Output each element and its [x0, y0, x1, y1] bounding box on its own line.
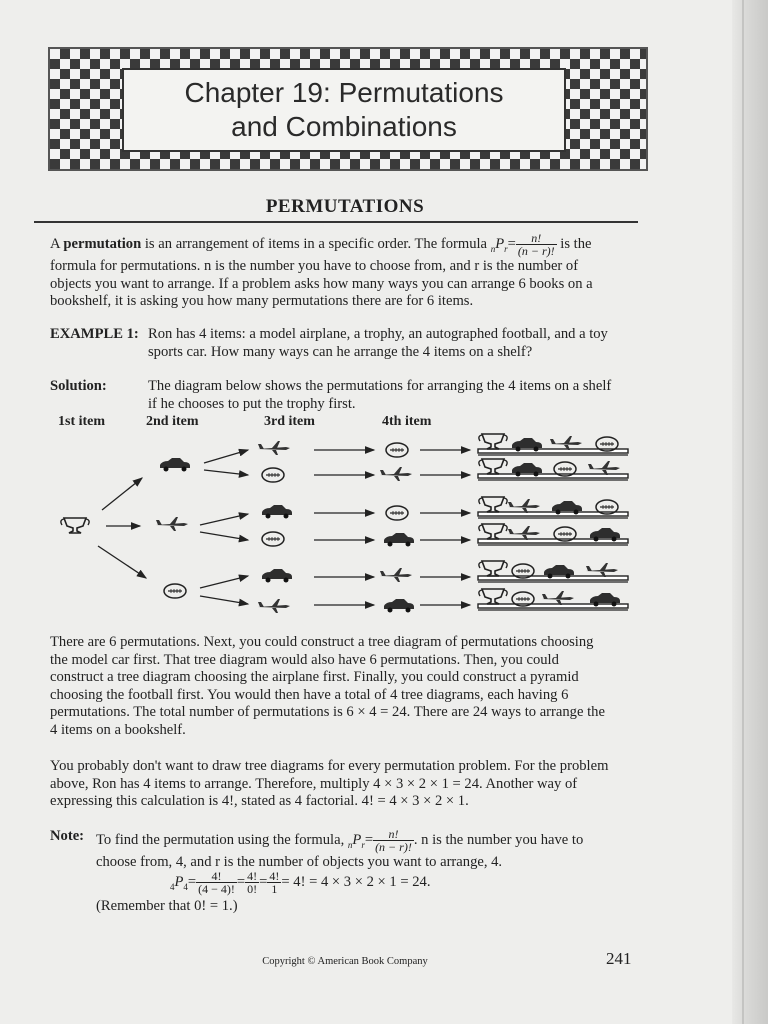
column-label-1: 1st item [58, 414, 106, 429]
page-edge [732, 0, 768, 1024]
football-icon [164, 584, 186, 598]
permutation-tree-diagram [58, 430, 638, 615]
plane-icon [380, 568, 412, 582]
car-icon [160, 458, 190, 472]
example-label: EXAMPLE 1: [50, 326, 139, 342]
football-icon [262, 468, 284, 482]
body-paragraph-2: You probably don't want to draw tree diagrams for every permutation problem. For the problem above, Ron has 4 items to arrange. Therefore, multiply 4 × 3 × 2 × 1 = 24. Another way of expressing this calculation is 4!, stated as 4 factorial. 4! = 4 × 3 × 2 × 1. [50, 758, 609, 809]
chapter-title-line2: and Combinations [231, 111, 457, 142]
body-paragraph-1: There are 6 permutations. Next, you could construct a tree diagram of permutations choosing the model car first. That tree diagram would also have 6 permutations. Then, you could construct a tree diagram choosing the airplane first. Finally, you could construct a pyramid choosing the football first. You would then have a total of 4 tree diagrams, each having 6 permutations. The total number of permutations is 6 × 4 = 24. There are 24 ways to arrange the 4 items on a bookshelf. [50, 634, 605, 738]
note-label: Note: [50, 828, 85, 844]
car-icon [262, 569, 292, 583]
shelf-arrangement-3 [478, 497, 628, 518]
trophy-icon [61, 518, 89, 533]
intro-line1: A permutation is an arrangement of items in a specific order. The formula $_nP_r=$ $\frac{n!}{(n - r)!}$ is the [50, 231, 592, 258]
intro-paragraph [50, 232, 640, 311]
solution-label: Solution: [50, 378, 107, 394]
intro-line2: formula for permutations. n is the number you have to choose from, and r is the number of [50, 258, 579, 275]
note-line2: choose from, 4, and r is the number of objects you want to arrange, 4. [96, 854, 503, 871]
shelf-arrangement-5 [478, 561, 628, 582]
football-icon [386, 443, 408, 457]
page-number: 241 [606, 949, 632, 968]
example-line1: Ron has 4 items: a model airplane, a trophy, an autographed football, and a toy [148, 326, 608, 342]
section-title: PERMUTATIONS [265, 196, 425, 217]
copyright-footer: Copyright © American Book Company [262, 956, 428, 967]
formula-permutation: $_nP_r=$ $\frac{n!}{(n - r)!}$ [490, 231, 555, 258]
plane-icon [380, 467, 412, 481]
term-permutation: permutation [63, 235, 142, 252]
example-line2: sports car. How many ways can he arrange the 4 items on a shelf? [148, 343, 533, 360]
car-icon [384, 599, 414, 613]
column-label-2: 2nd item [146, 414, 199, 429]
car-icon [262, 505, 292, 519]
shelf-arrangement-6 [478, 589, 628, 610]
football-icon [262, 532, 284, 546]
car-icon [384, 533, 414, 547]
note-line1: To find the permutation using the formula, $_nP_r=$ $\frac{n!}{(n - r)!}$ . n is the number you have to [96, 827, 584, 854]
shelf-arrangement-2 [478, 459, 628, 480]
chapter-title-box [122, 68, 566, 152]
note-calculation: $_4P_4=$ $\frac{4!}{(4 - 4)!}$ = $\frac{4!}{0!}$ = $\frac{4!}{1}$ = 4! = 4 × 3 × 2 × 1 = 24. [170, 869, 431, 896]
plane-icon [156, 517, 188, 531]
football-icon [386, 506, 408, 520]
note-remember: (Remember that 0! = 1.) [96, 898, 238, 914]
intro-line3: objects you want to arrange. If a problem asks how many ways you can arrange 6 books on a [50, 275, 593, 292]
formula-permutation: $_nP_r=$ $\frac{n!}{(n - r)!}$ [347, 827, 412, 854]
column-label-3: 3rd item [264, 414, 315, 429]
intro-line4: bookshelf, it is asking you how many permutations there are for 6 items. [50, 293, 474, 310]
shelf-arrangement-4 [478, 524, 628, 545]
chapter-banner [48, 47, 648, 171]
column-label-4: 4th item [382, 414, 432, 429]
plane-icon [258, 441, 290, 455]
chapter-title-line1: Chapter 19: Permutations [184, 77, 504, 108]
solution-line2: if he chooses to put the trophy first. [148, 395, 356, 412]
shelf-arrangement-1 [478, 434, 628, 455]
solution-line1: The diagram below shows the permutations for arranging the 4 items on a shelf [148, 378, 612, 394]
section-rule [34, 221, 638, 223]
plane-icon [258, 599, 290, 613]
